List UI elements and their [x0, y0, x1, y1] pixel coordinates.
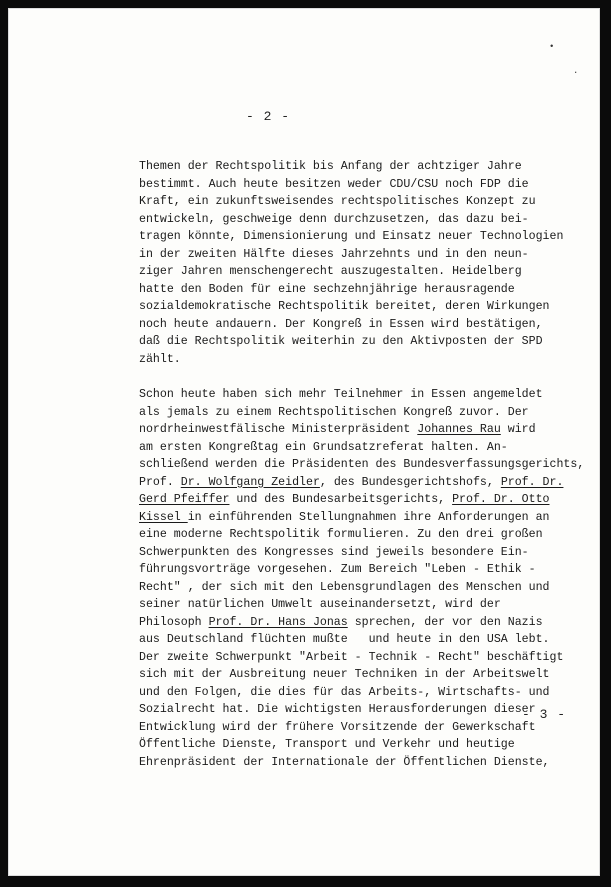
text-line [139, 614, 594, 632]
body-text [139, 158, 594, 771]
text-segment: und des Bundesarbeitsgerichts, [229, 493, 453, 506]
text-line: in der zweiten Hälfte dieses Jahrzehnts und in den neun- [139, 247, 529, 261]
document-page [8, 8, 600, 876]
text-line: aus Deutschland flüchten mußte und heute in den USA lebt. [139, 633, 550, 646]
text-segment: , des Bundesgerichtshofs, [319, 475, 501, 489]
text-segment: in einführenden Stellungnahmen ihre Anforderungen an [187, 510, 550, 524]
text-line: noch heute andauern. Der Kongreß in Essen wird bestätigen, [139, 317, 543, 331]
text-line [139, 491, 594, 509]
text-segment: nordrheinwestfälische Ministerpräsident [139, 423, 418, 436]
text-line: am ersten Kongreßtag ein Grundsatzreferat halten. An- [139, 440, 508, 454]
text-line: Entwicklung wird der frühere Vorsitzende der Gewerkschaft [139, 720, 536, 734]
text-line: Der zweite Schwerpunkt "Arbeit - Technik - Recht" beschäftigt [139, 650, 564, 664]
text-segment: sprechen, der vor den Nazis [347, 615, 543, 629]
underlined-name: Prof. Dr. Hans Jonas [208, 615, 348, 629]
text-line: Kraft, ein zukunftsweisendes rechtspolitisches Konzept zu [139, 195, 536, 208]
text-segment: Philosoph [139, 615, 209, 629]
underlined-name: Prof. Dr. [500, 475, 564, 489]
text-line: daß die Rechtspolitik weiterhin zu den Aktivposten der SPD [139, 335, 543, 348]
text-line: Recht" , der sich mit den Lebensgrundlagen des Menschen und [139, 580, 550, 594]
text-line: sozialdemokratische Rechtspolitik bereitet, deren Wirkungen [139, 300, 550, 313]
scan-speck: · [573, 68, 579, 78]
text-line: als jemals zu einem Rechtspolitischen Kongreß zuvor. Der [139, 405, 529, 419]
underlined-name: Prof. Dr. Otto [452, 493, 550, 506]
text-line [139, 509, 594, 527]
text-line: tragen könnte, Dimensionierung und Einsatz neuer Technologien [139, 230, 564, 243]
text-line: schließend werden die Präsidenten des Bundesverfassungsgerichts, [139, 458, 585, 471]
text-line: Sozialrecht hat. Die wichtigsten Herausforderungen dieser [139, 703, 536, 716]
text-line: sich mit der Ausbreitung neuer Techniken in der Arbeitswelt [139, 668, 550, 681]
text-segment: Prof. [139, 475, 181, 489]
text-line: Öffentliche Dienste, Transport und Verkehr und heutige [139, 738, 515, 751]
text-line [139, 421, 594, 439]
text-line: hatte den Boden für eine sechzehnjährige herausragende [139, 282, 515, 296]
page-number-top: - 2 - [246, 109, 291, 124]
text-line: Schon heute haben sich mehr Teilnehmer in Essen angemeldet [139, 388, 543, 401]
text-line: Ehrenpräsident der Internationale der Öffentlichen Dienste, [139, 755, 550, 769]
text-line: bestimmt. Auch heute besitzen weder CDU/CSU noch FDP die [139, 177, 529, 191]
text-segment: wird [500, 423, 536, 436]
text-line [139, 474, 594, 492]
page-number-bottom: - 3 - [522, 707, 567, 722]
text-line: führungsvorträge vorgesehen. Zum Bereich "Leben - Ethik - [139, 563, 536, 576]
text-line: Schwerpunkten des Kongresses sind jeweils besondere Ein- [139, 545, 529, 559]
text-line: ziger Jahren menschengerecht auszugestalten. Heidelberg [139, 265, 522, 278]
underlined-name: Kissel [139, 510, 188, 524]
text-line: zählt. [139, 352, 181, 366]
underlined-name: Dr. Wolfgang Zeidler [180, 475, 320, 489]
text-line: und den Folgen, die dies für das Arbeits-, Wirtschafts- und [139, 685, 550, 699]
text-line: seiner natürlichen Umwelt auseinandersetzt, wird der [139, 598, 501, 611]
text-line: Themen der Rechtspolitik bis Anfang der achtziger Jahre [139, 160, 522, 173]
text-line: eine moderne Rechtspolitik formulieren. Zu den drei großen [139, 528, 543, 541]
scan-speck: • [549, 42, 555, 52]
underlined-name: Johannes Rau [417, 423, 501, 436]
text-line: entwickeln, geschweige denn durchzusetzen, das dazu bei- [139, 212, 529, 226]
paragraph-1 [139, 158, 594, 368]
underlined-name: Gerd Pfeiffer [139, 493, 230, 506]
